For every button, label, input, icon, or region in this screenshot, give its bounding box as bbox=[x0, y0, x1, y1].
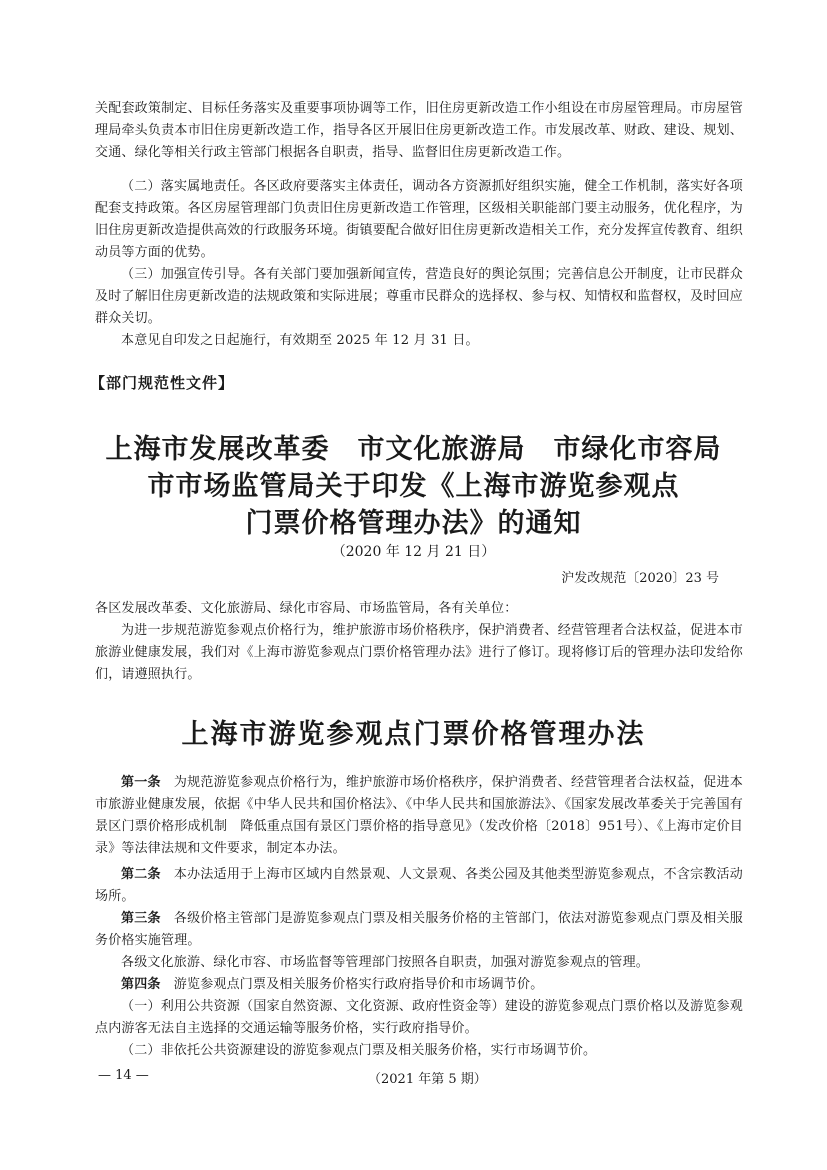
page-number: — 14 — bbox=[98, 1068, 149, 1083]
notice-body: 为进一步规范游览参观点价格行为，维护旅游市场价格秩序，保护消费者、经营管理者合法权益，促进本市旅游业健康发展，我们对《上海市游览参观点门票价格管理办法》进行了修订。现将修订后的管理办法印发给你们，请遵照执行。 bbox=[95, 623, 743, 682]
paragraph-local-responsibility: （二）落实属地责任。各区政府要落实主体责任，调动各方资源抓好组织实施，健全工作机制，落实好各项配套支持政策。各区房屋管理部门负责旧住房更新改造工作管理，区级相关职能部门要主动服务，优化程序，为旧住房更新改造提供高效的行政服务环境。街镇要配合做好旧住房更新改造相关工作，充分发挥宣传教育、组织动员等方面的优势。 bbox=[95, 179, 743, 260]
regulation-title: 上海市游览参观点门票价格管理办法 bbox=[181, 719, 646, 750]
article-1-text: 为规范游览参观点价格行为，维护旅游市场价格秩序，保护消费者、经营管理者合法权益，促进本市旅游业健康发展，依据《中华人民共和国价格法》、《中华人民共和国旅游法》、《国家发展改革委关于完善国有景区门票价格形成机制 降低重点国有景区门票价格的指导意见》（发改价格〔2018〕951号）、《上海市定价目录》等法律法规和文件要求，制定本办法。 bbox=[95, 775, 743, 856]
article-4-item-2: （二）非依托公共资源建设的游览参观点门票及相关服务价格，实行市场调节价。 bbox=[121, 1043, 597, 1058]
notice-date: （2020 年 12 月 21 日） bbox=[331, 544, 496, 560]
article-2-text: 本办法适用于上海市区域内自然景观、人文景观、各类公园及其他类型游览参观点，不含宗教活动场所。 bbox=[95, 867, 743, 904]
paragraph-publicity: （三）加强宣传引导。各有关部门要加强新闻宣传，营造良好的舆论氛围；完善信息公开制度，让市民群众及时了解旧住房更新改造的法规政策和实际进展；尊重市民群众的选择权、参与权、知情权和监督权，及时回应群众关切。 bbox=[95, 267, 743, 326]
issue-label: （2021 年第 5 期） bbox=[368, 1072, 487, 1087]
article-1 bbox=[95, 772, 743, 860]
article-3-label: 第三条 bbox=[121, 911, 161, 926]
article-3-paragraph-2: 各级文化旅游、绿化市容、市场监督等管理部门按照各自职责，加强对游览参观点的管理。 bbox=[121, 955, 650, 970]
document-number: 沪发改规范〔2020〕23 号 bbox=[561, 571, 719, 586]
article-2-label: 第二条 bbox=[121, 867, 161, 882]
article-4-text: 游览参观点门票及相关服务价格实行政府指导价和市场调节价。 bbox=[160, 977, 544, 992]
notice-addressee: 各区发展改革委、文化旅游局、绿化市容局、市场监管局，各有关单位： bbox=[95, 601, 518, 616]
article-1-label: 第一条 bbox=[121, 775, 161, 790]
section-tag: 【部门规范性文件】 bbox=[90, 374, 235, 392]
article-3-text: 各级价格主管部门是游览参观点门票及相关服务价格的主管部门，依法对游览参观点门票及相关服务价格实施管理。 bbox=[95, 911, 743, 948]
article-3 bbox=[95, 908, 743, 952]
paragraph-work-group: 关配套政策制定、目标任务落实及重要事项协调等工作，旧住房更新改造工作小组设在市房屋管理局。市房屋管理局牵头负责本市旧住房更新改造工作，指导各区开展旧住房更新改造工作。市发展改革、财政、建设、规划、交通、绿化等相关行政主管部门根据各自职责，指导、监督旧住房更新改造工作。 bbox=[95, 101, 743, 160]
article-2 bbox=[95, 864, 743, 908]
notice-title-line-2: 市市场监管局关于印发《上海市游览参观点 bbox=[147, 471, 680, 502]
article-4-item-1: （一）利用公共资源（国家自然资源、文化资源、政府性资金等）建设的游览参观点门票价格以及游览参观点内游客无法自主选择的交通运输等服务价格，实行政府指导价。 bbox=[95, 999, 743, 1036]
notice-title-line-1: 上海市发展改革委 市文化旅游局 市绿化市容局 bbox=[105, 434, 722, 465]
notice-title-line-3: 门票价格管理办法》的通知 bbox=[245, 508, 582, 539]
article-4-label: 第四条 bbox=[121, 977, 161, 992]
paragraph-effective-date: 本意见自印发之日起施行，有效期至 2025 年 12 月 31 日。 bbox=[121, 333, 479, 348]
article-4 bbox=[95, 974, 743, 996]
